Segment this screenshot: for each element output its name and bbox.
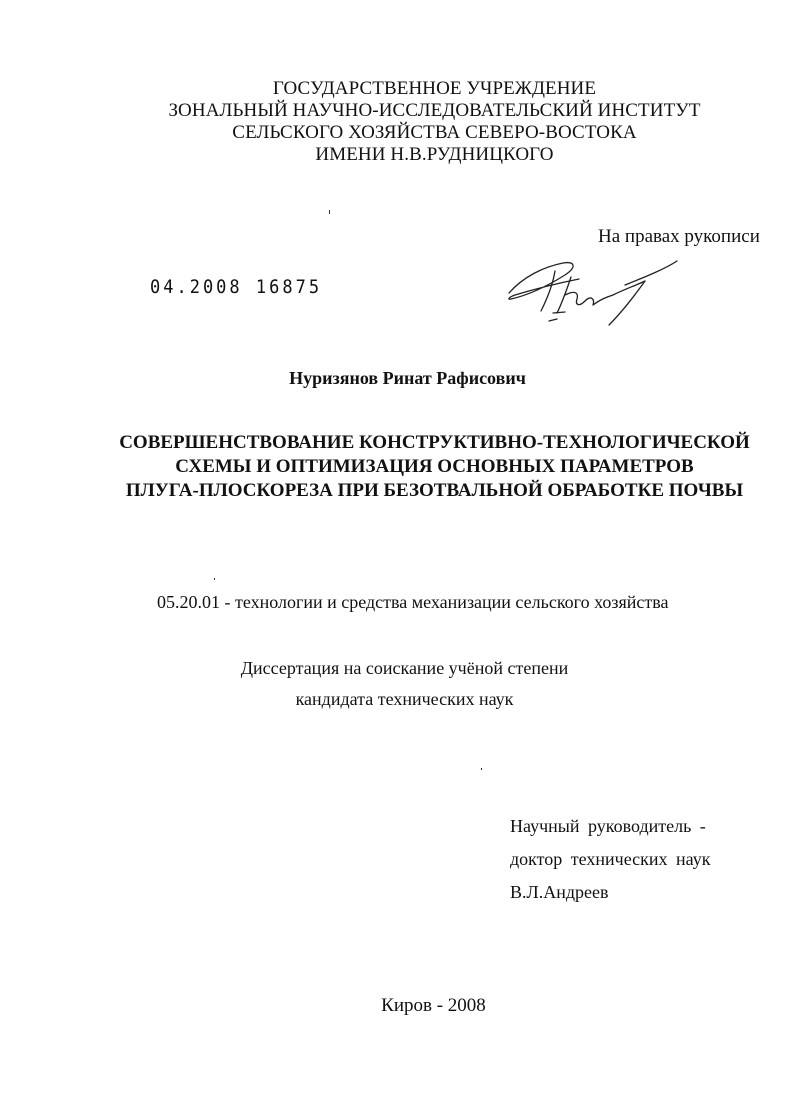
institution-line-2: ЗОНАЛЬНЫЙ НАУЧНО-ИССЛЕДОВАТЕЛЬСКИЙ ИНСТИТУТ <box>168 100 701 121</box>
degree-line-1: Диссертация на соискание учёной степени <box>240 658 569 678</box>
institution-line-3: СЕЛЬСКОГО ХОЗЯЙСТВА СЕВЕРО-ВОСТОКА <box>232 122 637 143</box>
advisor-line-1: Научный руководитель - <box>510 816 706 836</box>
degree-statement <box>0 653 799 715</box>
advisor-line-2: доктор технических наук <box>510 849 711 869</box>
specialty-code: 05.20.01 - технологии и средства механизации сельского хозяйства <box>157 592 669 612</box>
scan-speck <box>329 210 330 214</box>
scientific-advisor <box>510 810 711 909</box>
dissertation-title <box>0 431 799 503</box>
advisor-line-3: В.Л.Андреев <box>510 882 609 902</box>
institution-line-1: ГОСУДАРСТВЕННОЕ УЧРЕЖДЕНИЕ <box>272 78 597 99</box>
degree-line-2: кандидата технических наук <box>295 689 514 709</box>
manuscript-rights-note: На правах рукописи <box>598 226 760 247</box>
title-line-2: СХЕМЫ И ОПТИМИЗАЦИЯ ОСНОВНЫХ ПАРАМЕТРОВ <box>175 456 694 477</box>
institution-header <box>0 78 799 166</box>
place-and-year: Киров - 2008 <box>381 995 486 1016</box>
signature <box>505 255 690 333</box>
scan-speck <box>214 578 215 580</box>
scan-speck <box>481 768 482 770</box>
title-line-3: ПЛУГА-ПЛОСКОРЕЗА ПРИ БЕЗОТВАЛЬНОЙ ОБРАБОТКЕ ПОЧВЫ <box>125 480 744 501</box>
author-name: Нуризянов Ринат Рафисович <box>289 368 526 388</box>
title-line-1: СОВЕРШЕНСТВОВАНИЕ КОНСТРУКТИВНО-ТЕХНОЛОГИЧЕСКОЙ <box>119 432 750 453</box>
institution-line-4: ИМЕНИ Н.В.РУДНИЦКОГО <box>315 144 554 165</box>
registration-stamp: 04.2008 16875 <box>150 276 323 299</box>
